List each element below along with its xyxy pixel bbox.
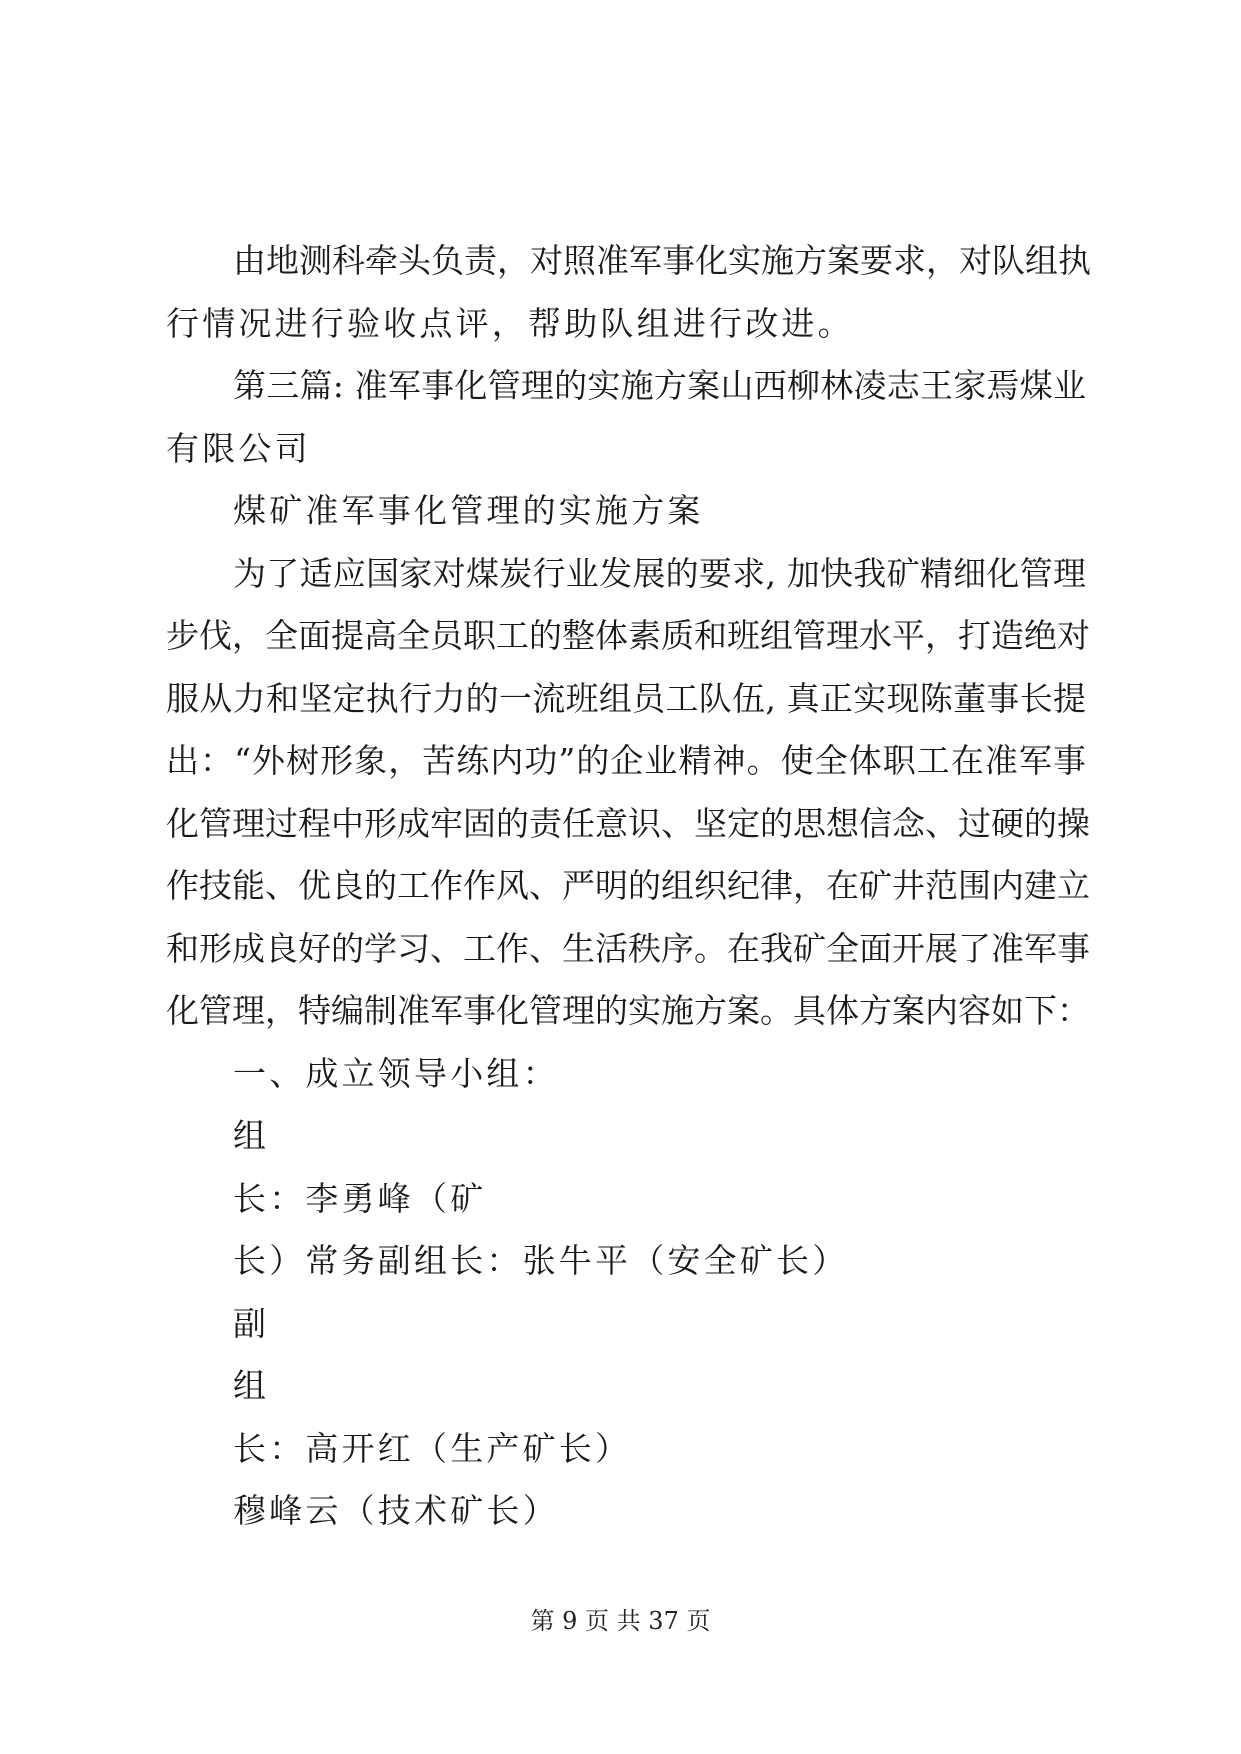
paragraph-line: 由地测科牵头负责，对照准军事化实施方案要求，对队组执 xyxy=(233,241,1091,280)
page-number-footer: 第 9 页 共 37 页 xyxy=(530,1607,711,1635)
paragraph-line: 和形成良好的学习、工作、生活秩序。在我矿全面开展了准军事 xyxy=(166,928,1090,968)
list-item: 副 xyxy=(233,1303,270,1343)
document-body xyxy=(166,230,1091,1543)
section-heading-line: 第三篇: 准军事化管理的实施方案山西柳林凌志王家焉煤业 xyxy=(233,366,1086,405)
list-item: 组 xyxy=(233,1366,270,1405)
list-item: 长：李勇峰（矿 xyxy=(233,1178,487,1218)
paragraph-line: 服从力和坚定执行力的一流班组员工队伍, 真正实现陈董事长提 xyxy=(166,678,1086,718)
list-heading: 一、成立领导小组： xyxy=(233,1053,559,1093)
list-item: 组 xyxy=(233,1116,270,1155)
paragraph-line: 步伐，全面提高全员职工的整体素质和班组管理水平，打造绝对 xyxy=(166,616,1090,655)
paragraph-line: 化管理，特编制准军事化管理的实施方案。具体方案内容如下： xyxy=(166,991,1090,1030)
paragraph-line: 出：“外树形象，苦练内功”的企业精神。使全体职工在准军事 xyxy=(166,741,1086,780)
list-item: 穆峰云（技术矿长） xyxy=(233,1491,559,1530)
paragraph-line: 行情况进行验收点评，帮助队组进行改进。 xyxy=(166,303,854,343)
paragraph-line: 化管理过程中形成牢固的责任意识、坚定的思想信念、过硬的操 xyxy=(166,803,1090,843)
paragraph-line: 作技能、优良的工作作风、严明的组织纪律，在矿井范围内建立 xyxy=(166,866,1090,905)
list-item: 长：高开红（生产矿长） xyxy=(233,1428,632,1468)
section-heading-line: 有限公司 xyxy=(166,428,311,468)
document-title: 煤矿准军事化管理的实施方案 xyxy=(233,491,704,530)
paragraph-line: 为了适应国家对煤炭行业发展的要求, 加快我矿精细化管理 xyxy=(233,553,1086,593)
list-item: 长）常务副组长：张牛平（安全矿长） xyxy=(233,1241,849,1280)
